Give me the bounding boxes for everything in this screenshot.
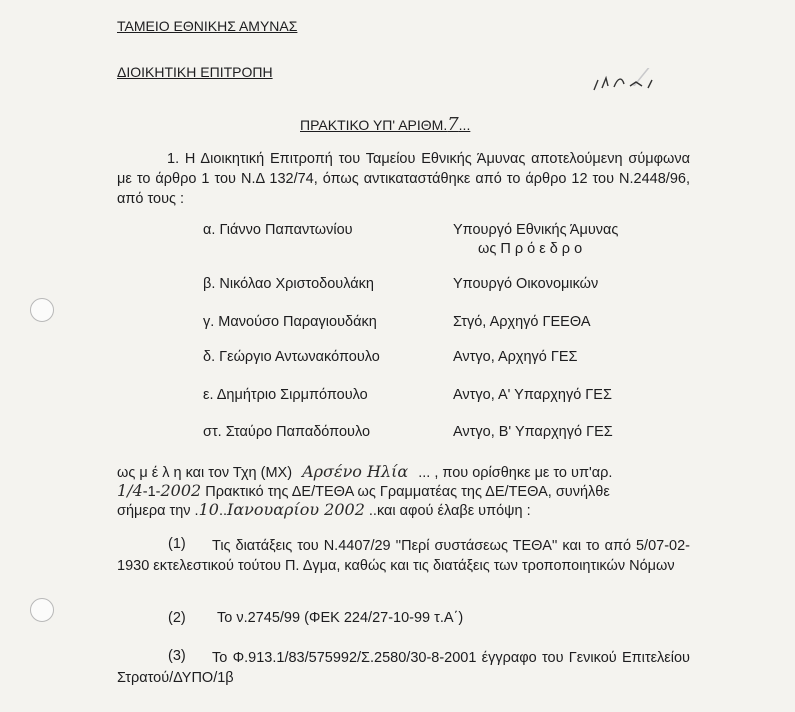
committee-title: ΔΙΟΙΚΗΤΙΚΗ ΕΠΙΤΡΟΠΗ — [117, 64, 273, 80]
member-name: στ. Σταύρο Παπαδόπουλο — [203, 424, 371, 440]
member-role: Αντγο, Β' Υπαρχηγό ΓΕΣ — [453, 424, 613, 440]
consideration-label: (1) — [168, 536, 186, 552]
member-role: Αντγο, Αρχηγό ΓΕΣ — [453, 349, 578, 365]
signature-icon — [592, 72, 662, 94]
punch-hole — [30, 598, 54, 622]
minutes-number: 7 — [447, 114, 459, 135]
member-name: δ. Γεώργιο Αντωνακόπουλο — [203, 349, 380, 365]
punch-hole — [30, 298, 54, 322]
consideration-text: Το ν.2745/99 (ΦΕΚ 224/27-10-99 τ.Α΄) — [217, 610, 464, 626]
bleed-through-mark: ⁄ — [640, 62, 645, 92]
member-name: β. Νικόλαο Χριστοδουλάκη — [203, 276, 374, 292]
member-role: Στγό, Αρχηγό ΓΕΕΘΑ — [453, 314, 591, 330]
intro-paragraph: 1. Η Διοικητική Επιτροπή του Ταμείου Εθνικής Άμυνας αποτελούμενη σύμφωνα με το άρθρο 1 του Ν.Δ 132/74, όπως αντικαταστάθηκε από το άρθρο 12 του Ν.2448/96, από τους : — [117, 151, 690, 207]
consideration-text: Το Φ.913.1/83/575992/Σ.2580/30-8-2001 έγγραφο του Γενικού Επιτελείου Στρατού/ΔΥΠΟ/1β — [117, 650, 690, 686]
minutes-heading: ΠΡΑΚΤΙΚΟ ΥΠ' ΑΡΙΘΜ.7... — [300, 114, 471, 135]
consideration-text: Τις διατάξεις του Ν.4407/29 ''Περί συστάσεως ΤΕΘΑ'' και το από 5/07-02-1930 εκτελεστικού τούτου Π. Δγμα, καθώς και τις διατάξεις των τροποποιητικών Νόμων — [117, 538, 690, 574]
consideration-label: (2) — [168, 610, 186, 626]
member-name: ε. Δημήτριο Σιρμπόπουλο — [203, 387, 368, 403]
member-role-secondary: ως Π ρ ό ε δ ρ ο — [478, 241, 583, 257]
consideration-label: (3) — [168, 648, 186, 664]
member-name: α. Γιάννο Παπαντωνίου — [203, 222, 353, 238]
secretary-name-handwritten: Αρσένο Ηλία — [302, 462, 409, 481]
member-role: Υπουργό Εθνικής Άμυνας — [453, 222, 619, 238]
member-name: γ. Μανούσο Παραγιουδάκη — [203, 314, 377, 330]
org-title: ΤΑΜΕΙΟ ΕΘΝΙΚΗΣ ΑΜΥΝΑΣ — [117, 18, 298, 34]
signature-mark — [592, 72, 662, 98]
session-line-3: σήμερα την .10..Ιανουαρίου 2002 ..και αφού έλαβε υπόψη : — [117, 500, 531, 519]
member-role: Υπουργό Οικονομικών — [453, 276, 599, 292]
session-line-2: 1/4-1-2002 Πρακτικό της ΔΕ/ΤΕΘΑ ως Γραμματέας της ΔΕ/ΤΕΘΑ, συνήλθε — [117, 481, 610, 500]
member-role: Αντγο, Α' Υπαρχηγό ΓΕΣ — [453, 387, 612, 403]
session-line-1: ως μ έ λ η και τον Τχη (ΜΧ) Αρσένο Ηλία ... , που ορίσθηκε με το υπ'αρ. — [117, 462, 613, 481]
